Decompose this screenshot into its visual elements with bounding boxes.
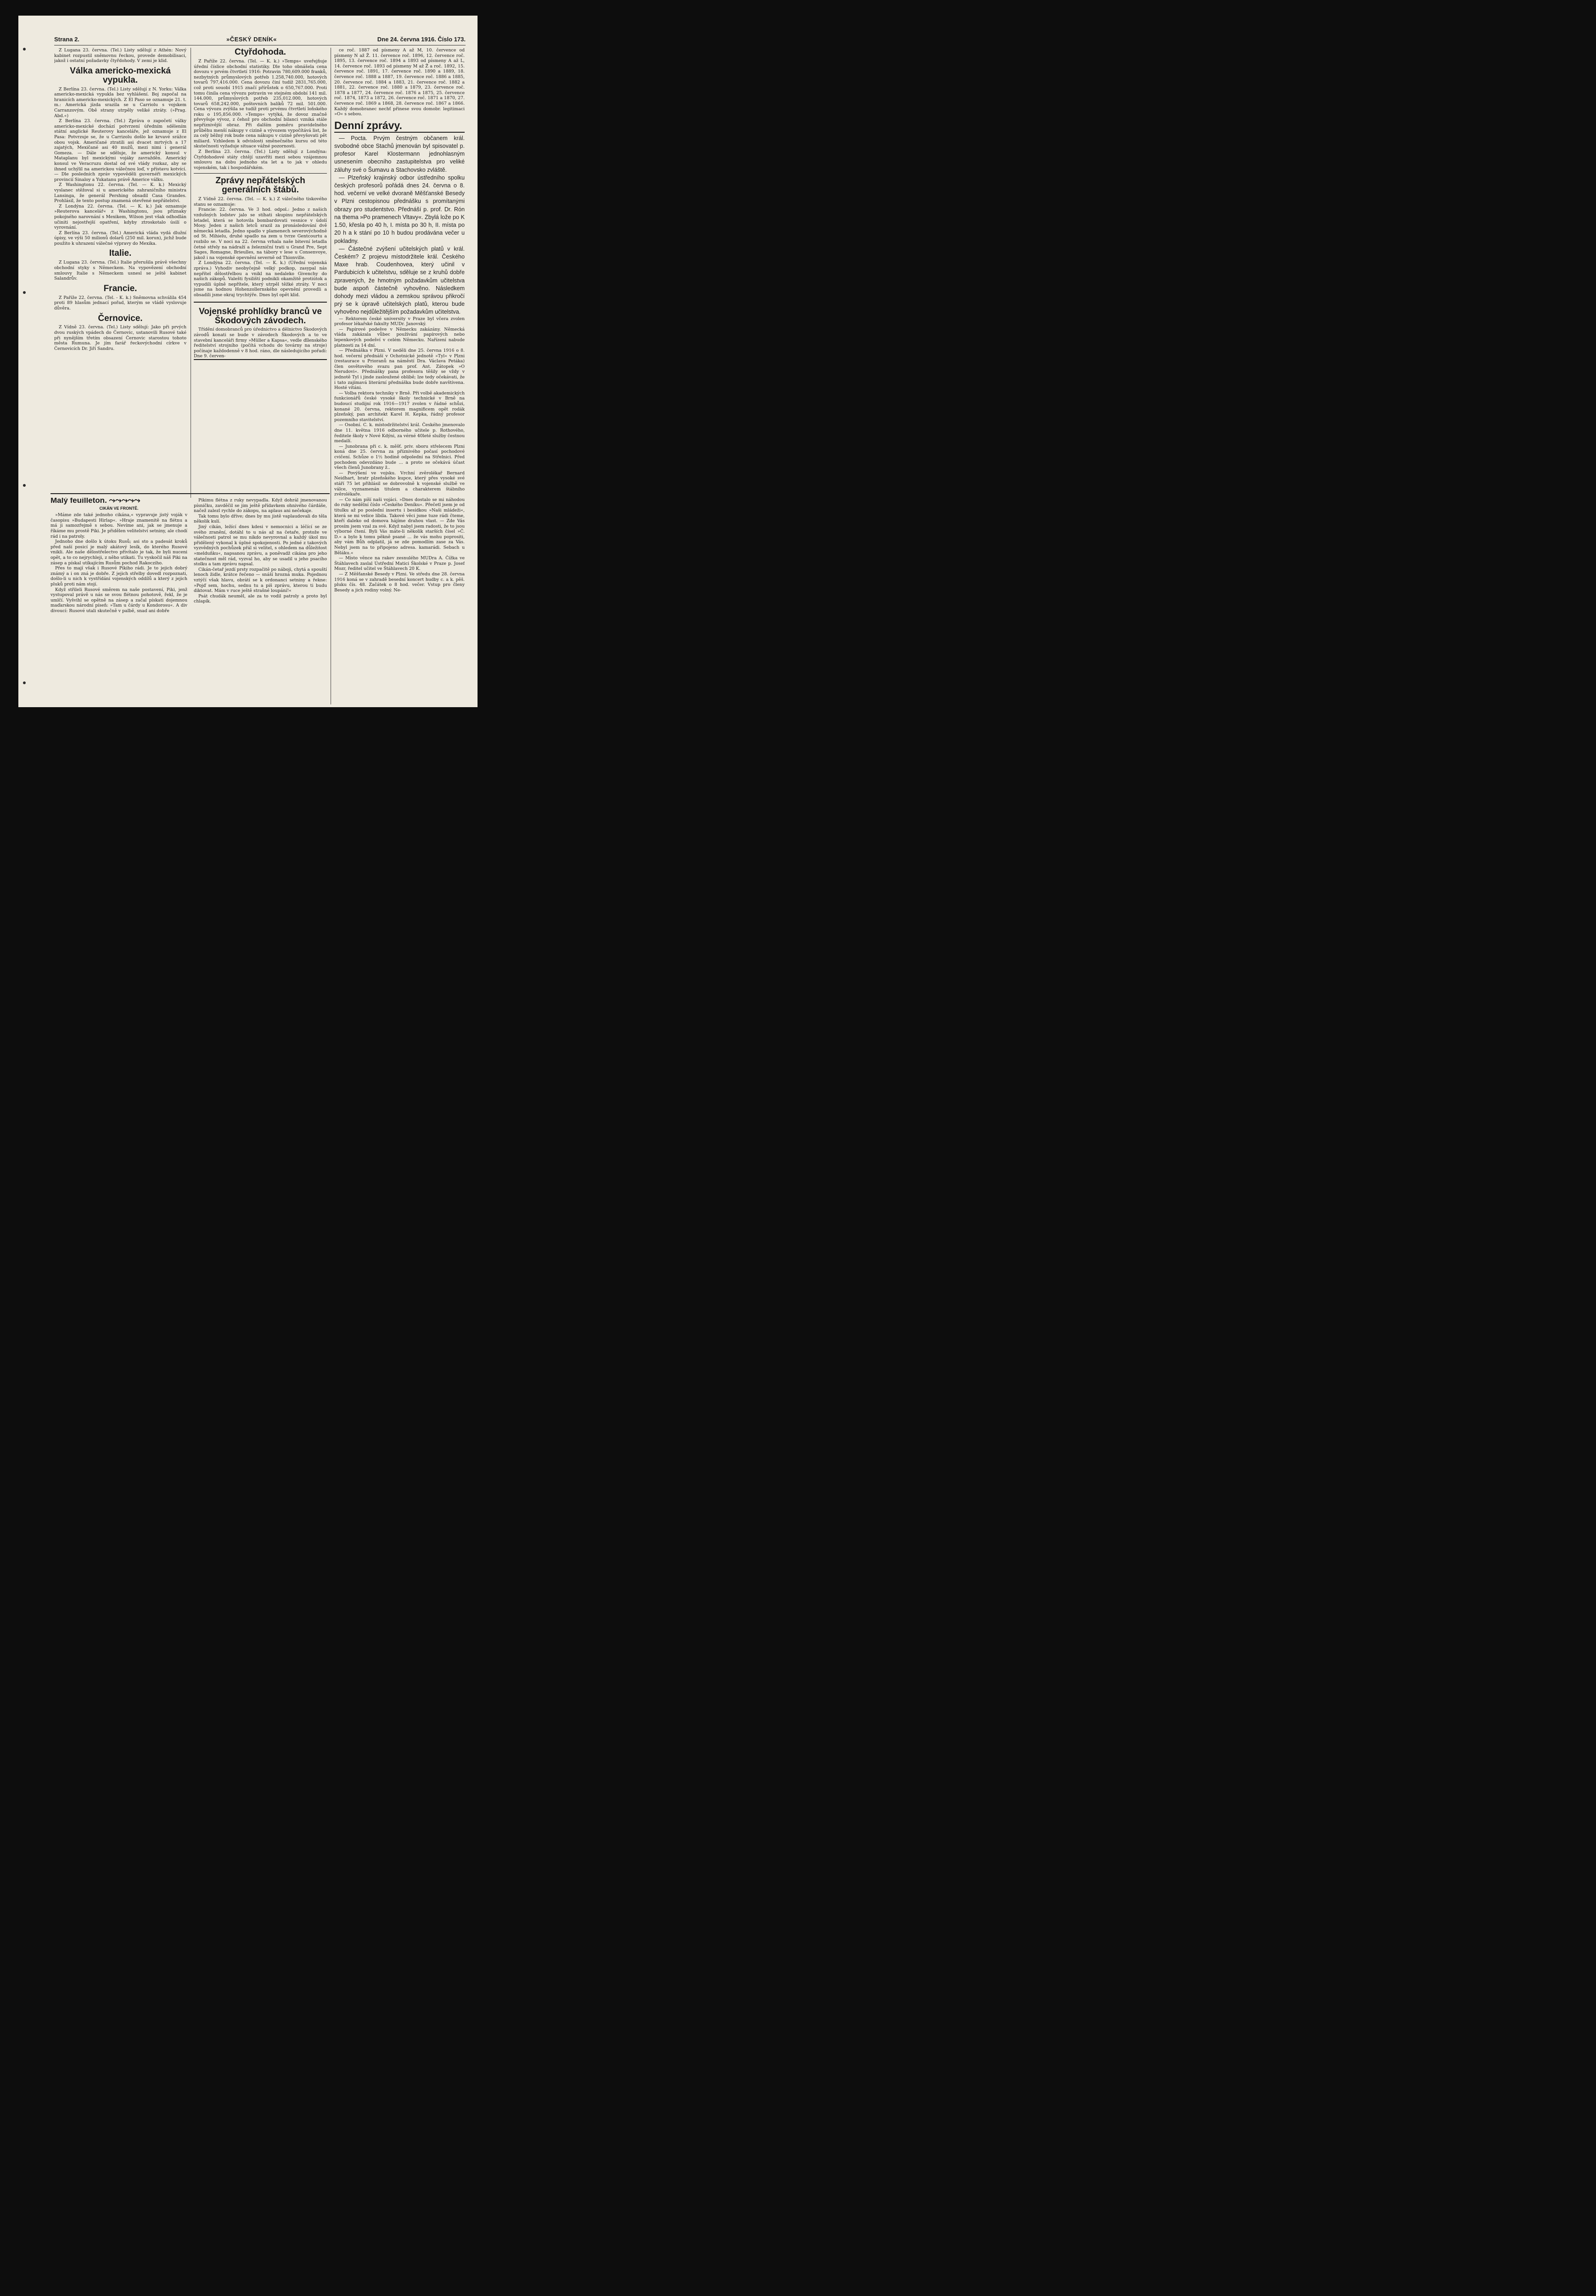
news-junobrana: — Junobrana při c. k. měšť. priv. sboru střelecem Plzni koná dne 25. června za příznivého počasí pochodové cvičení. Schůze o 1½ hodině odpolední na Střelnici. Před pochodem odevzdáno bude ... a proto se očekává účast všech členů Junobrany ž..: [334, 444, 465, 471]
issue-date: Dne 24. června 1916. Číslo 173.: [377, 36, 466, 43]
article-berlin-2: Z Berlína 23. června. (Tel.) Zpráva o započetí války americko-mexické dochází potvrzení úředním sdělením státní anglické Reuterovy kanceláře, jež oznamuje z El Pasa: Potvrzuje se, že u Carrizolu došlo ke krvavé srážce obou vojsk. Američané ztratili asi dvacet mrtvých a 17 zajatých, Mexičané asi 40 mužů, mezi nimi i generál Gomeza. — Dále se sděluje, že americký konsul v Mataplanu byl mexickými vojáky zavražděn. Americký konsul ve Veracruzu dostal od své vlády rozkaz, aby se ihned uchýlil na americkou válečnou loď, v přístavu kotvící. — Dle posledních zpráv vypověděli guvernéři mexických provincií Sinaloy a Yukatanu právě Americe válku.: [54, 118, 186, 182]
headline-cernovice: Černovice.: [98, 313, 143, 323]
newspaper-title: »ČESKÝ DENÍK«: [226, 36, 277, 43]
headline-francie: Francie.: [103, 283, 137, 293]
feuilleton-p4: Když střileli Rusové směrem na naše postavení, Piki, jenž vystupoval právě u nás se svou flétnou pohotově, řekl, že je umlčí. Vyšvihl se opětně na zásep a začal pískati dojemnou maďarskou národní píseň: »Tam u čárdy u Kondorosu«. A div divoucí: Rusové utali skutečně v palbě, snad ani dobře: [51, 587, 187, 613]
article-vienna: Z Vídně 22. června. (Tel. — K. k.) Z válečného tiskového stanu se oznamuje:: [194, 197, 327, 207]
headline-valka: Válka americko-mexická vypukla.: [70, 66, 171, 85]
article-schedule: ce roč. 1887 od písmeny A až M, 10. července od písmeny N až Ž. 11. července roč. 1896, 12. července roč. 1895, 13. července roč. 1894 a 1893 od písmeny A až L, 14. července roč. 1893 od písmeny M až Ž a roč. 1892, 15. července roč. 1891, 17. července roč. 1890 a 1889, 18. července roč. 1888 a 1887, 19. července roč. 1886 a 1885, 20. července roč. 1884 a 1883, 21. července roč. 1882 a 1881, 22. července roč. 1880 a 1879, 23. července roč. 1878 a 1877, 24. července roč. 1876 a 1875, 25. července roč. 1874, 1873 a 1872, 26. července roč. 1871 a 1870, 27. července roč. 1869 a 1868, 28. července roč. 1867 a 1866. Každý domobranec nechť přinese svou domobr. legitimaci »O« s sebou.: [334, 48, 465, 117]
page-edge-perforation: [23, 34, 27, 691]
news-mestanske: — Z Měšťanské Besedy v Plzni. Ve středu dne 28. června 1916 koná se v zahradě besední koncert hudby c. a k. pěš. pluku čís. 48. Začátek o 8 hod. večer. Vstup pro členy Besedy a jich rodiny volný. Ne-: [334, 572, 465, 593]
news-castecne: — Částečné zvýšení učitelských platů v král. Českém? Z projevu místodržitele král. Českého Maxe hrab. Coudenhovea, který učinil v Pardubicích k učitelstvu, sděluje se z kruhů dobře zpravených, že hmotným požadavkům učitelstva bude aspoň částečně vyhověno. Následkem dohody mezi vládou a zemskou správou přikročí prý se k úpravě učitelských platů, kterou bude vyhověno nejdůležitějším požadavkům učitelstva.: [334, 245, 465, 315]
feuilleton-p5: Pikimu flétna z ruky nevypadla. Když dohrál jmenovanou písničku, zavděčil se jim ještě přídavkem ohnivého čárdáše, načež zalezl rychle do zákopu, na aplaus ani nečekaje.: [194, 498, 327, 514]
feuilleton-title-text: Malý feuilleton.: [51, 498, 107, 505]
feuilleton-p1: »Máme zde také jednoho cikána,« vypravuje jistý voják v časopisu »Budapesti Hirlap«. »Hraje znamenitě na flétnu a má ji samozřejmě s sebou. Nevíme ani, jak se jmenuje a říkáme mu prostě Piki. Je přidělen velitelství setniny, ale chodí rád i na patroly.: [51, 512, 187, 539]
feuilleton-p8: Cikán-četař jezdí prsty rozpačitě po náboji, chytá a spouští lenoch židle, krátce řečeno — snáší hrozná muka. Pojednou vztýčí však hlavu, obrátí se k ordonanci setniny a řekne: »Pojď sem, hochu, sednu tu a piš zprávu, kterou ti budu diktovat. Mám v ruce ještě strašné loupání!«: [194, 567, 327, 594]
feuilleton-title: [51, 498, 187, 503]
feuilleton-p9: Psát chudák neuměl, ale za to vodil patroly a proto byl chlapík.: [194, 593, 327, 604]
feuilleton-subtitle: CIKÁN VE FRONTĚ.: [99, 506, 139, 511]
column-1: [54, 48, 186, 351]
news-conam: — Co nám píší naši vojáci. »Dnes dostalo se mi náhodou do ruky nedělní číslo »Českého Deníku«. Přečetl jsem je od titulku až po poslední insertu i besídkou »Naši mládeži«, která se mi velice líbila. Takové věci jsme tuze rádi čteme, kteří daleko od domova hájíme drahou vlast. — Zde Vás prosím jsem vzal za své. Když nabyl jsem radosti, že to jsou výborné čtení. Byli Vás máte-li několik starších čísel »Č. D.« a bylo k tomu pěkně psané ... že vás mohu poprositi, aby vám Bůh odplatil, já se zde pomodlím zase za Vás. Nebyl jsem na to připojeno adresa. kamarádi. Sebach u Běláku.«: [334, 497, 465, 556]
feuilleton-left: [51, 498, 187, 613]
ornament-icon: ⤳⤳⤳⤳⤳: [109, 498, 140, 505]
newspaper-page: [18, 16, 478, 707]
article-cernovice: Z Vídně 23. června. (Tel.) Listy sdělují: Jako při prvých dvou ruských vpádech do Černovic, ustanovili Rusové také při nynějším třetím obsazení Černovic starostou tohoto města Rumuna. Je jím farář řeckovýchodní církve v Černovicích Dr. Jiří Sandru.: [54, 325, 186, 351]
page-header: [54, 37, 466, 45]
news-osobni: — Osobní. C. k. místodržitelství král. Českého jmenovalo dne 11. května 1916 odborného učitele p. Rothového, ředitele školy v Nové Kdýni, za vérné 40leté služby čestnou medailí.: [334, 422, 465, 444]
feuilleton-p3: Přes to mají však i Rusové Pikiho rádi. Je to jejich dobrý známý a i on zná je dobře. Z jejich střelby dovedl rozpoznati, došlo-li u nich k vystřídání vojenských oddílů a který z jejich pluků proti nám stojí.: [51, 566, 187, 587]
article-francie-report: Francie: 22. června. Ve 3 hod. odpol.: Jedno z našich vzdušných lodstev jalo se stíhati skupinu nepřátelských letadel, která se hotovila bombardovati vesnice v údolí Mosy. Jeden z našich letců srazil za pronásledování dvě německá letadla. Jedno spadlo v plamenech severovýchodně od St. Mihielu, druhé spadlo na zem u tvrze Gentcourtu a rozbilo se. V noci na 22. června vrhala naše bitevní letadla četné střely na nádraží a železniční trati u Grand Pre, Sept Sages, Romagne, Brieulles, na tábory v lese u Consenvoye, jakož i na vojenské opevnění severně od Thionville.: [194, 207, 327, 260]
article-vojenske: Třídění domobranců pro úřednictvo a dělnictvo Škodových závodů konati se bude v závodech Škodových a to ve stavební kanceláři firmy »Müller a Kapsa«, vedle ďílenského ředitelství strojního (počítá vchodu do továrny na stroje) počínaje každodenně v 8 hod. ráno, dle následujícího pořadí: Dne 9. červen-: [194, 327, 327, 359]
headline-italie: Italie.: [109, 248, 132, 259]
article-pariz: Z Paříže 22. června. (Tel. — K. k.) »Temps« uveřejňuje úřední číslice obchodní statistiky. Dle toho obnášela cena dovozu v prvém čtvrtletí 1916: Potravin 780,609.000 franků, nezbytných průmyslových potřeb 1.258,740.000, hotových tovarů 797,416.000. Cena dovozu činí tudíž 2831,765.000, což proti souobí 1915 značí přírůstek o 650,767.000. Proti tomu činila cena vývozu potravin ve stejném období 141 mil. 144.000, průmyslových potřeb 235,012.000, hotových tovarů 658,242.000, poštovních balíků 72 mil. 501.000. Cena vývozu zvýšila se tudíž proti prvému čtvrtletí loňského roku o 195,856.000. »Temps« vytýká, že dovoz značně převyšuje vývoz, z čehož pro obchodní bilanci vzniká stále nepříznivější obraz. Při dalším poměru pravidelného průběhu menší nákupy v cizině a vývozem vypočítává list, že za celý běžný rok bude cena nákupu v cizině převyšovati pět miliard. Vzhledem k odvislosti směnečného kursu od této skutečnosti vyžaduje situace vážné pozornosti.: [194, 58, 327, 149]
feuilleton-p7: Jiný cikán, ležící dnes kdesi v nemocnici a léčící se ze svého zranění, dotáhl to u nás až na četaře, protože ve válečnosti patrol se mu nikdo nevyrovnal a každý úkol mu přidělený vykonal k úplné spokojenosti. Po jedné z takových vyzvědných pochůzek přál si velitel, s ohledem na důležitost »melduňku«, napsanou zprávu, a poněvadž cikána pro jeho statečnost měl rád, vyzval ho, aby se usadil u jeho psacího stolku a tam zprávu napsal.: [194, 524, 327, 567]
article-berlin-1: Z Berlína 23. června. (Tel.) Listy sdělují z N. Yorku: Válka americko-mexická vypukla bez vyhlášení. Boj započal na hranicích americko-mexických. Z El Paso se oznamuje 21. t. m.: Americká jízda srazila se u Carriolu s vojskem Carranzovým. Obě strany utrpěly veliké ztráty. (»Prag. Abd.«): [54, 86, 186, 118]
news-papirove: — Papírové podešve v Německu zakázány. Německá vláda zakázala vůbec používání papírových nebo lepenkových podešví v celém Německu. Nařízení nabude platnosti za 14 dní.: [334, 326, 465, 348]
feuilleton-right: [194, 498, 327, 604]
headline-vojenske: Vojenské prohlídky branců ve Škodových závodech.: [199, 306, 322, 326]
page: [0, 0, 493, 720]
headline-denni-zpravy: Denní zprávy.: [334, 120, 465, 133]
news-plzensky: — Plzeňský krajinský odbor ústředního spolku českých profesorů pořádá dnes 24. června o 8. hod. večerní ve velké dvoraně Měšťanské Besedy v Plzni cestopisnou přednášku s promítanými obrazy pro studentstvo. Přednáší p. prof. Dr. Rón na thema »Po pramenech Vltavy«. Zbylá lože po K 1.50, křesla po 40 h, I. místa po 30 h, II. místa po 20 h a k stání po 10 h budou prodávána večer u pokladny.: [334, 174, 465, 244]
headline-zpravy: Zprávy nepřátelských generálních štábů.: [215, 176, 305, 195]
news-povyseni: — Povýšení ve vojsku. Vrchní zvěrolékař Bernard Neidhart, bratr plzeňského kupce, který přes vysoké své stáří 75 let přihlásil se dobrovolně k vojenské službě ve válce, vyznamenán titulem a charakterem štábního zvěrolékaře.: [334, 470, 465, 497]
feuilleton-rule: [51, 493, 330, 494]
feuilleton-p2: Jednoho dne došlo k útoku Rusů; asi sto a padesát kroků před naší posicí je malý akátový lesík, do kterého Rusové vnikli. Ale naše dělostřelectvo přivítalo je tak, že byli nuceni opět, a to co nejrychleji, z něho utíkati. Tu vyskočil náš Piki na zásep a pískal utíkajícím Rusům pochod Rakocziho.: [51, 539, 187, 566]
news-volba: — Volba rektora techniky v Brně. Při volbě akademických funkcionářů české vysoké školy technické v Brně na budoucí studijní rok 1916—1917 zvolen v řádné schůzi, konané 20. června, rektorem magnificem opět rodák plzeňský, pan architekt Karel H. Kepka, řádný profesor pozemního stavitelství.: [334, 390, 465, 422]
article-londyn: Z Londýna 22. června. (Tel. — K. k.) Jak oznamuje »Reuterova kancelář« z Washingtonu, jsou příznaky pokojného narovnání s Mexikem, Wilson jest však odhodlán učiniti nejostřejší opatření, kdyby ztroskotalo úsilí o vyrovnání.: [54, 203, 186, 231]
article-lugano: Z Lugana 23. června. (Tel.) Listy sdělují z Athén: Nový kabinet rozpustil sněmovnu řeckou, provede demobilisaci, jakož i ostatní požadavky čtyřdohody. V zemi je klid.: [54, 48, 186, 64]
headline-ctyrdohoda: Čtyřdohoda.: [235, 48, 286, 57]
news-pocta: — Pocta. Prvým čestným občanem král. svobodné obce Stachů jmenován byl spisovatel p. profesor Karel Klostermann jednohlasným usnesením obecního zastupitelstva pro veliké záluhy své o Šumavu a Stachovsko zvláště.: [334, 135, 465, 173]
column-3: [334, 48, 465, 593]
news-prednaska: — Přednáška v Plzni. V neděli dne 25. června 1916 o 8. hod. večerní přednáší v Ochotnické jednotě »Tyl« v Plzni (restaurace u Prioranů na náměstí Dra. Václava Petáka) člen osvětového svazu pan prof. Ant. Zátopek »O Nerudovi«. Přednášky pana profesora těšily se vždy v jednotě Tyl i jinde zasloužené oblibě; lze tedy očekávati, že i tato zajímavá literární přednáška bude dobře navštívena. Hosté vítáni.: [334, 348, 465, 391]
article-berlin-3: Z Berlína 23. června. (Tel.) Americká vláda vydá dlužní úpisy, ve výši 50 milionů dolarů (250 mil. korun), jichž bude použito k uhrazení válečné výpravy do Mexika.: [54, 230, 186, 246]
article-washington: Z Washingtonu 22. června. (Tel. — K. k.) Mexický vyslanec stěžoval si u amerického zahraničního ministra Lansinga, že generál Pershing obsadil Casa Grandes. Prohlásil, že tento postup znamená otevřené nepřátelství.: [54, 182, 186, 204]
divider: [194, 173, 327, 174]
feuilleton-p6: Tak tomu bylo dříve; dnes by mu jistě vaplaudovali do těla několik kulí.: [194, 513, 327, 524]
news-rektorem: — Rektorem české university v Praze byl včera zvolen profesor lékařské fakulty MUDr. Janovský.: [334, 316, 465, 327]
article-londyn-report: Z Londýna 22. června. (Tel. — K. k.) (Úřední vojenská zpráva.) Vyhodiv neobyčejně velký podkop, zasypal nás nepřítel dělostřelbou a vnikl na nedaleko Givenchy do našich zákopů. Valešti fysiliští podnikli okamžitě protiútok a vypudili úplně nepřítele, který utrpěl těžké ztráty. V noci jsme na hodnou Hohenzollernského opevnění provedli a obsadili jsme okraj trychtýře. Dnes byl opět klid.: [194, 260, 327, 298]
page-number: Strana 2.: [54, 36, 79, 43]
column-2: [194, 48, 327, 360]
news-misto: — Místo věnce na rakev zesnulého MUDra A. Čížka ve Štáhlavech zaslal Ústřední Matici Školské v Praze p. Josef Mozr, ředitel učitel ve Štáhlavech 20 K.: [334, 556, 465, 572]
boxed-article: [194, 302, 327, 360]
article-francie: Z Paříže 22. června. (Tel. - K. k.) Sněmovna schválila 454 proti 89 hlasům jednací pořad, kterým se vládě vyslovuje důvěra.: [54, 295, 186, 311]
article-berlin: Z Berlína 23. června. (Tel.) Listy sdělují z Londýna: Čtyřdohodové státy chtějí uzavříti mezi sebou vzájemnou smlouvu na dobu jednoho sta let a to jak v ohledu vojenském, tak i hospodářském.: [194, 149, 327, 170]
article-italie: Z Lugana 23. června. (Tel.) Italie přerušila právě všechny obchodní styky s Německem. Na vypovězení obchodní smlouvy Italie s Německem usnesl se ještě kabinet Salandrův.: [54, 260, 186, 281]
